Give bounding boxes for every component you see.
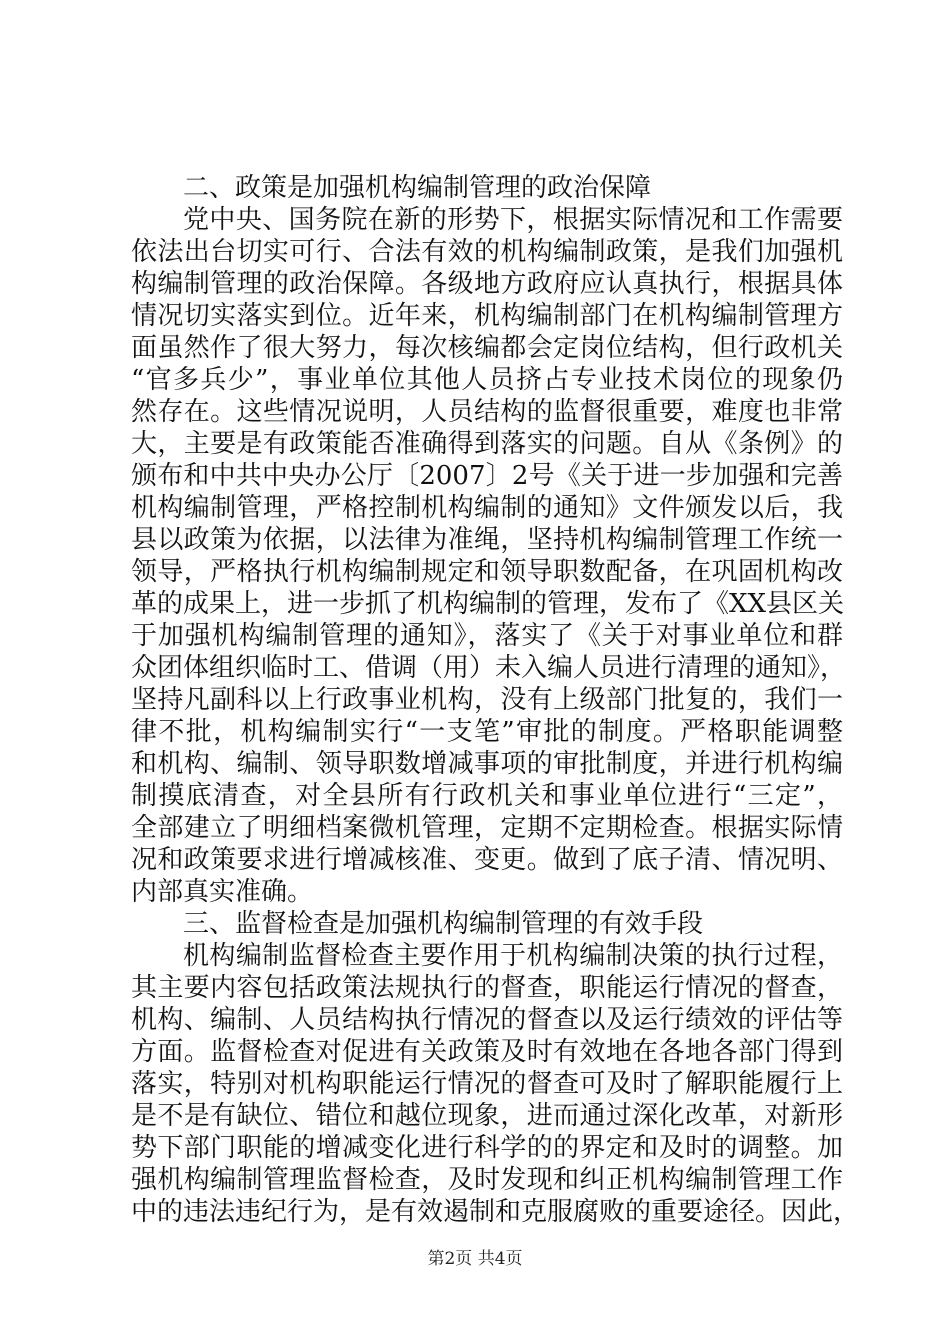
paragraph-line: 强机构编制管理监督检查，及时发现和纠正机构编制管理工作: [131, 1165, 843, 1195]
paragraph-line: 落实，特别对机构职能运行情况的督查可及时了解职能履行上: [131, 1069, 843, 1099]
paragraph-line: 是不是有缺位、错位和越位现象，进而通过深化改革，对新形: [131, 1101, 843, 1131]
paragraph-line: 机构编制监督检查主要作用于机构编制决策的执行过程，: [183, 941, 843, 971]
paragraph-line: 革的成果上，进一步抓了机构编制的管理，发布了《XX县区关: [131, 589, 845, 619]
paragraph-line: 颁布和中共中央办公厅〔2007〕2号《关于进一步加强和完善: [131, 461, 843, 491]
paragraph-line: 其主要内容包括政策法规执行的督查，职能运行情况的督查，: [131, 973, 843, 1003]
paragraph-line: 全部建立了明细档案微机管理，定期不定期检查。根据实际情: [131, 813, 843, 843]
document-body: [131, 172, 860, 1228]
paragraph-line: 制摸底清查，对全县所有行政机关和事业单位进行“三定”，: [131, 781, 843, 811]
paragraph-line: 势下部门职能的增减变化进行科学的的界定和及时的调整。加: [131, 1133, 843, 1163]
paragraph-line: 党中央、国务院在新的形势下，根据实际情况和工作需要: [183, 205, 843, 235]
paragraph-line: 县以政策为依据，以法律为准绳，坚持机构编制管理工作统一: [131, 525, 843, 555]
paragraph-line: 大，主要是有政策能否准确得到落实的问题。自从《条例》的: [131, 429, 843, 459]
paragraph-line: 依法出台切实可行、合法有效的机构编制政策，是我们加强机: [131, 237, 843, 267]
paragraph-line: 和机构、编制、领导职数增减事项的审批制度，并进行机构编: [131, 749, 843, 779]
paragraph-line: 机构编制管理，严格控制机构编制的通知》文件颁发以后，我: [131, 493, 843, 523]
section-heading-3: 三、监督检查是加强机构编制管理的有效手段: [183, 909, 704, 939]
paragraph-line: 构编制管理的政治保障。各级地方政府应认真执行，根据具体: [131, 269, 843, 299]
paragraph-line: 然存在。这些情况说明，人员结构的监督很重要，难度也非常: [131, 397, 843, 427]
paragraph-line: 于加强机构编制管理的通知》，落实了《关于对事业单位和群: [131, 621, 843, 651]
paragraph-line: “官多兵少”，事业单位其他人员挤占专业技术岗位的现象仍: [131, 365, 843, 395]
paragraph-line: 面虽然作了很大努力，每次核编都会定岗位结构，但行政机关: [131, 333, 843, 363]
paragraph-line: 众团体组织临时工、借调（用）未入编人员进行清理的通知》，: [131, 653, 847, 683]
paragraph-line: 领导，严格执行机构编制规定和领导职数配备，在巩固机构改: [131, 557, 843, 587]
paragraph-line: 内部真实准确。: [131, 877, 314, 907]
section-heading-2: 二、政策是加强机构编制管理的政治保障: [183, 173, 652, 203]
page-footer: 第2页 共4页: [427, 1249, 523, 1269]
paragraph-line: 机构、编制、人员结构执行情况的督查以及运行绩效的评估等: [131, 1005, 843, 1035]
paragraph-line: 方面。监督检查对促进有关政策及时有效地在各地各部门得到: [131, 1037, 843, 1067]
paragraph-line: 坚持凡副科以上行政事业机构，没有上级部门批复的，我们一: [131, 685, 843, 715]
paragraph-line: 情况切实落实到位。近年来，机构编制部门在机构编制管理方: [131, 301, 843, 331]
paragraph-line: 律不批，机构编制实行“一支笔”审批的制度。严格职能调整: [131, 717, 843, 747]
paragraph-line: 中的违法违纪行为，是有效遏制和克服腐败的重要途径。因此，: [131, 1197, 860, 1227]
paragraph-line: 况和政策要求进行增减核准、变更。做到了底子清、情况明、: [131, 845, 843, 875]
